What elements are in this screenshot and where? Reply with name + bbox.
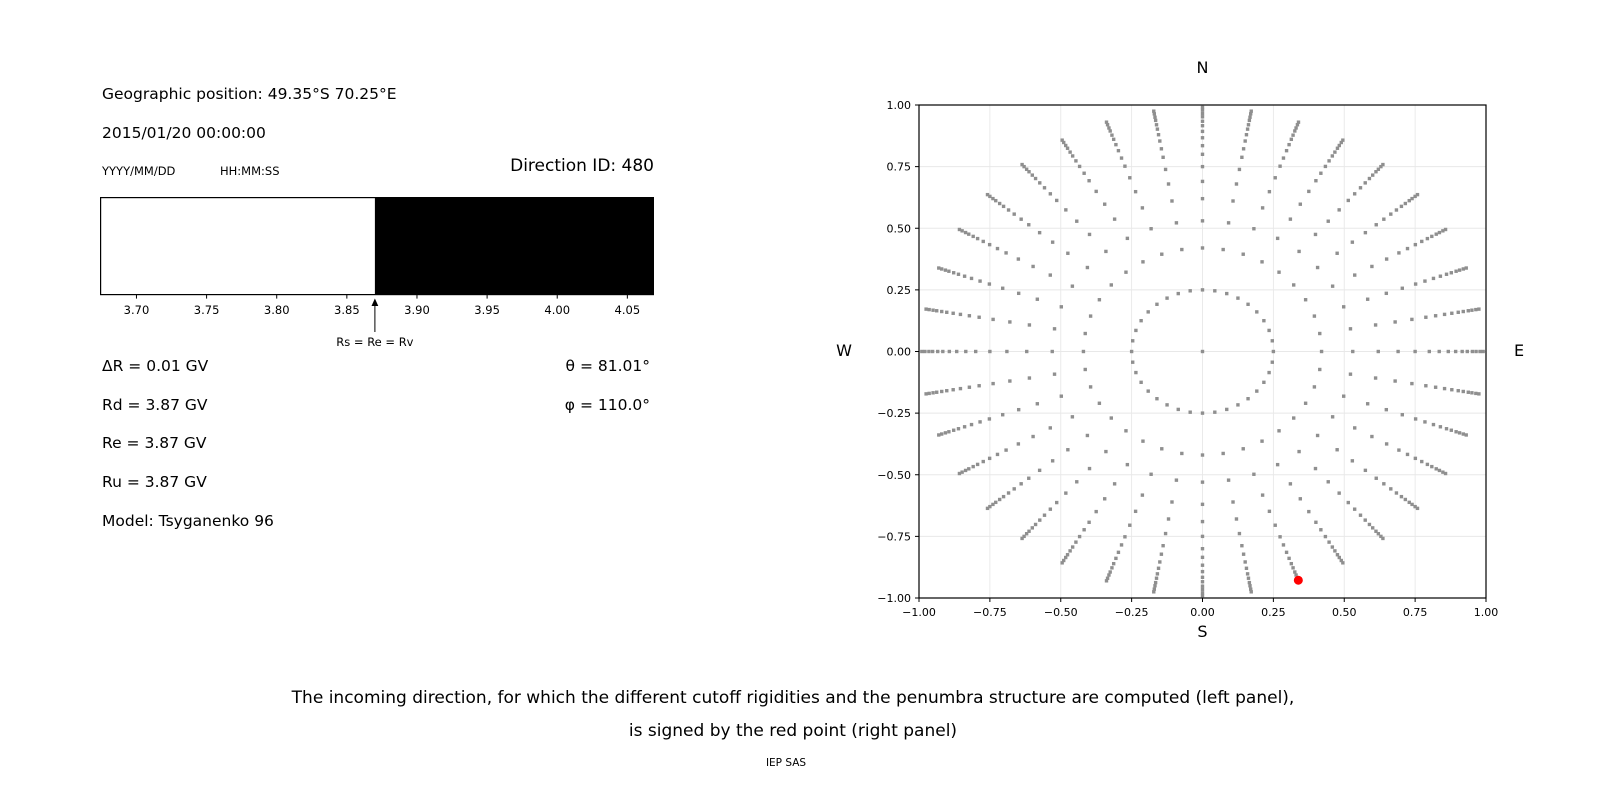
svg-text:4.05: 4.05 [614, 303, 641, 317]
svg-text:0.50: 0.50 [886, 222, 911, 236]
direction-scatter-chart [849, 95, 1509, 640]
time-format-label: HH:MM:SS [220, 164, 280, 178]
caption-line-1: The incoming direction, for which the different cutoff rigidities and the penumbra structure are computed (left panel), [291, 688, 1295, 708]
svg-text:−0.50: −0.50 [1043, 606, 1078, 619]
datetime-text: 2015/01/20 00:00:00 [102, 124, 266, 142]
svg-text:0.25: 0.25 [886, 283, 911, 297]
left-panel [100, 80, 654, 580]
penumbra-segment [100, 198, 375, 295]
compass-south-label: S [1197, 622, 1208, 641]
cutoff-arrow-head [371, 299, 378, 307]
svg-text:3.95: 3.95 [474, 303, 500, 317]
svg-text:−0.25: −0.25 [1114, 606, 1149, 619]
model-text: Model: Tsyganenko 96 [102, 512, 274, 530]
svg-text:0.25: 0.25 [1261, 606, 1286, 619]
svg-text:3.85: 3.85 [334, 303, 360, 317]
svg-text:0.00: 0.00 [886, 345, 911, 359]
svg-text:0.75: 0.75 [886, 160, 911, 174]
delta-r-text: ΔR = 0.01 GV [102, 357, 209, 375]
penumbra-chart [100, 197, 654, 357]
svg-text:3.90: 3.90 [404, 303, 430, 317]
svg-text:4.00: 4.00 [544, 303, 571, 317]
svg-text:3.80: 3.80 [263, 303, 290, 317]
credit-text: IEP SAS [765, 757, 807, 769]
date-format-label: YYYY/MM/DD [102, 164, 176, 178]
svg-text:1.00: 1.00 [1473, 606, 1499, 619]
svg-text:−1.00: −1.00 [877, 592, 911, 605]
geographic-position-text: Geographic position: 49.35°S 70.25°E [102, 85, 397, 103]
svg-text:3.75: 3.75 [193, 303, 220, 317]
phi-text: φ = 110.0° [564, 396, 650, 414]
svg-text:−0.50: −0.50 [877, 468, 911, 482]
theta-text: θ = 81.01° [565, 357, 650, 375]
svg-text:−0.75: −0.75 [877, 530, 911, 544]
compass-east-label: E [1514, 341, 1525, 360]
cutoff-annotation: Rs = Re = Rv [336, 335, 414, 349]
ru-text: Ru = 3.87 GV [102, 473, 207, 491]
rd-text: Rd = 3.87 GV [102, 396, 208, 414]
re-text: Re = 3.87 GV [102, 434, 207, 452]
penumbra-segment [375, 198, 654, 295]
svg-text:−0.75: −0.75 [973, 606, 1007, 619]
compass-west-label: W [836, 341, 852, 360]
selected-direction-point [1294, 576, 1303, 585]
svg-text:−0.25: −0.25 [877, 407, 911, 421]
svg-text:0.75: 0.75 [1402, 606, 1428, 619]
svg-text:0.00: 0.00 [1190, 606, 1215, 619]
svg-text:0.50: 0.50 [1332, 606, 1357, 619]
compass-north-label: N [1196, 58, 1209, 77]
svg-text:−1.00: −1.00 [902, 606, 936, 619]
caption-line-2: is signed by the red point (right panel) [628, 721, 958, 741]
direction-id-text: Direction ID: 480 [510, 156, 654, 176]
svg-text:3.70: 3.70 [123, 303, 150, 317]
svg-text:1.00: 1.00 [886, 99, 911, 112]
